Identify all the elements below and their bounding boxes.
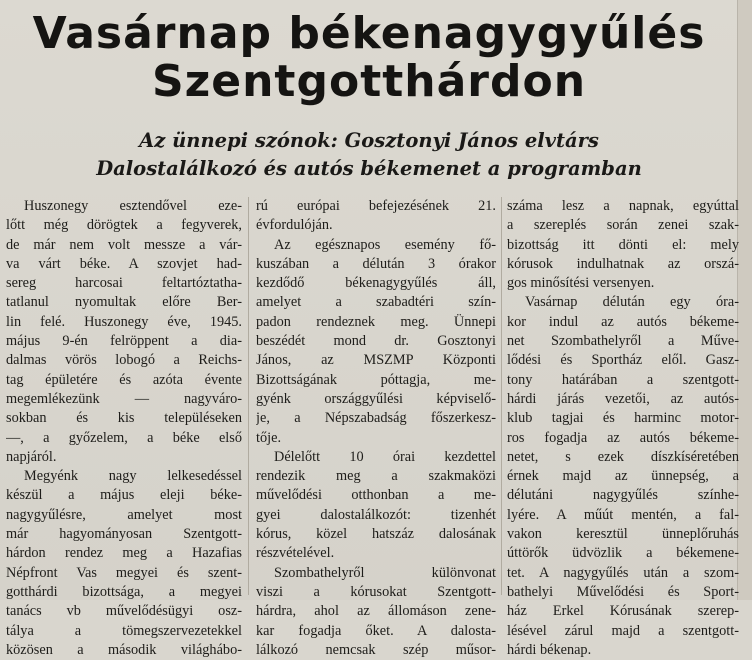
article-text-line: május 9-én felröppent a dia- <box>6 333 242 350</box>
article-text-line: száma lesz a napnak, egyúttal <box>507 198 739 214</box>
article-text-line: kar fogadja őket. A dalosta- <box>256 622 496 639</box>
article-text-line: megemlékezünk — nagyváro- <box>6 390 242 407</box>
article-text-line: kórusok indulhatnak az orszá- <box>507 255 739 272</box>
article-text-line: de már nem volt messze a vár- <box>6 236 242 253</box>
article-text-line: Délelőtt 10 órai kezdettel <box>274 448 496 465</box>
article-text-line: évfordulóján. <box>256 217 333 234</box>
article-text-line: padon rendeznek meg. Ünnepi <box>256 313 496 330</box>
article-text-line: János, az MSZMP Központi <box>256 352 496 369</box>
article-text-line: lésével zárul majd a szentgott- <box>507 622 739 639</box>
article-headline <box>0 10 738 106</box>
article-text-line: kuszában a délután 3 órakor <box>256 255 496 272</box>
subheadline-2: Dalostalálkozó és autós békemenet a programban <box>96 157 642 180</box>
article-text-line: netet, s ezek díszkíséretében <box>507 448 739 465</box>
article-text-line: lálkozó nemcsak szép műsor- <box>256 641 496 658</box>
article-text-line: nagygyűlésre, amelyet most <box>6 506 242 523</box>
article-text-line: már hagyományosan Szentgott- <box>6 526 242 543</box>
article-text-line: rú európai befejezésének 21. <box>256 198 496 214</box>
article-text-line: klub tagjai és harminc motor- <box>507 410 739 427</box>
article-text-line: kórus, közel hatszáz dalosának <box>256 526 496 543</box>
article-text-line: ros fogadja az autós békeme- <box>507 429 739 446</box>
article-text-line: Népfront Vas megyei és szent- <box>6 564 242 581</box>
article-text-line: net Szombathelyről a Műve- <box>507 333 739 350</box>
article-text-line: —, a győzelem, a béke első <box>6 429 242 446</box>
article-text-line: napjáról. <box>6 448 57 465</box>
article-text-line: hárdi járás vezetői, az autós- <box>507 390 739 407</box>
article-text-line: gos minősítési versenyen. <box>507 275 655 292</box>
article-text-line: Az egésznapos esemény fő- <box>274 236 496 253</box>
article-text-line: részvételével. <box>256 545 335 562</box>
article-text-line: lődési és Sportház elől. Gasz- <box>507 352 739 369</box>
article-text-line: úttörők üdvözlik a békemene- <box>507 545 739 562</box>
article-text-line: tanács vb művelődésügyi osz- <box>6 603 242 620</box>
article-text-line: gyénk országgyűlési képviselő- <box>256 390 496 407</box>
article-text-line: Megyénk nagy lelkesedéssel <box>24 468 242 485</box>
article-text-line: érnek majd az ünnepség, a <box>507 468 739 485</box>
article-text-line: je, a Népszabadság főszerkesz- <box>256 410 496 427</box>
article-text-line: hárdon rendez meg a Hazafias <box>6 545 242 562</box>
article-text-line: tet. A nagygyűlés után a szom- <box>507 564 739 581</box>
article-text-line: bathelyi Művelődési és Sport- <box>507 583 739 600</box>
article-text-line: Bizottságának póttagja, me- <box>256 371 496 388</box>
article-text-line: dalmas vörös lobogó a Reichs- <box>6 352 242 369</box>
article-text-line: Huszonegy esztendővel eze- <box>24 198 242 214</box>
article-text-line: lyére. A műút mentén, a fal- <box>507 506 739 523</box>
headline-line-1: Vasárnap békenagygyűlés <box>32 8 706 59</box>
article-text-line: tony határában a szentgott- <box>507 371 739 388</box>
article-text-line: tag épületére és azóta évente <box>6 371 242 388</box>
article-text-line: tatlanul nyomultak előre Ber- <box>6 294 242 311</box>
article-text-line: beszédét mond dr. Gosztonyi <box>256 333 496 350</box>
article-text-line: a szereplés során zenei szak- <box>507 217 739 234</box>
article-text-line: hárdra, ahol az állomáson zene- <box>256 603 496 620</box>
adjacent-column-edge <box>737 0 752 600</box>
article-text-line: délutáni nagygyűlés színhe- <box>507 487 739 504</box>
column-rule <box>501 197 502 595</box>
article-text-line: Szombathelyről különvonat <box>274 564 496 581</box>
article-text-line: hárdi békenap. <box>507 641 592 658</box>
subheadline-1: Az ünnepi szónok: Gosztonyi János elvtárs <box>139 129 599 152</box>
article-text-line: készül a május eleji béke- <box>6 487 242 504</box>
article-text-line: vakon keresztül ünneplőruhás <box>507 526 739 543</box>
article-text-line: tálya a tömegszervezetekkel <box>6 622 242 639</box>
article-text-line: sokban és kis településeken <box>6 410 242 427</box>
article-text-line: kezdődő békenagygyűlés áll, <box>256 275 496 292</box>
article-text-line: Vasárnap délután egy óra- <box>525 294 739 311</box>
article-column-2 <box>256 197 496 658</box>
article-text-line: tője. <box>256 429 282 446</box>
headline-line-2: Szentgotthárdon <box>151 56 587 107</box>
article-text-line: kor indul az autós békeme- <box>507 313 739 330</box>
article-text-line: viszi a kórusokat Szentgott- <box>256 583 496 600</box>
article-text-line: bizottság itt dönti el: mely <box>507 236 739 253</box>
article-text-line: gyei dalostalálkozót: tizenhét <box>256 506 496 523</box>
article-text-line: va várt béke. A szovjet had- <box>6 255 242 272</box>
column-rule <box>248 197 249 595</box>
article-text-line: sereg harcosai feltartóztatha- <box>6 275 242 292</box>
article-text-line: lőtt még dörögtek a fegyverek, <box>6 217 242 234</box>
article-text-line: gotthárdi bizottsága, a megyei <box>6 583 242 600</box>
article-column-1 <box>6 197 242 658</box>
article-text-line: művelődési otthonban a me- <box>256 487 496 504</box>
article-column-3 <box>507 197 739 658</box>
article-text-line: közösen a második világhábo- <box>6 641 242 658</box>
article-text-line: rendezik meg a szakmaközi <box>256 468 496 485</box>
article-text-line: lin felé. Huszonegy éve, 1945. <box>6 313 242 330</box>
article-text-line: amelyet a szabadtéri szín- <box>256 294 496 311</box>
article-text-line: ház Erkel Kórusának szerep- <box>507 603 739 620</box>
